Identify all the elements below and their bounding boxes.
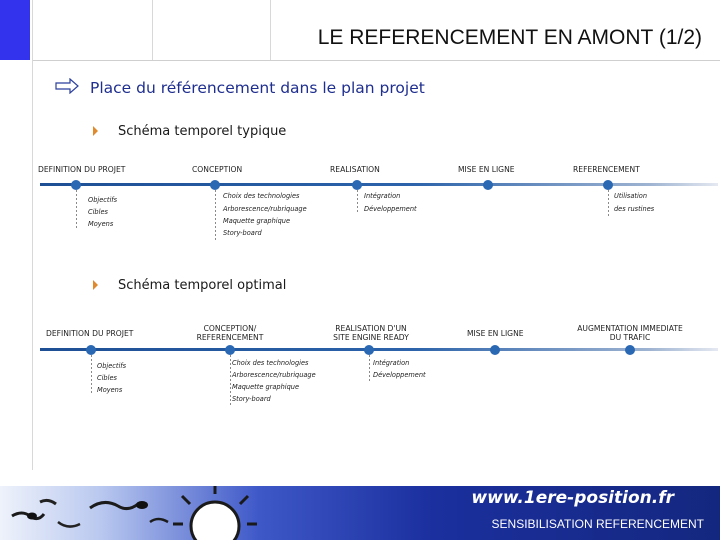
timeline-dot [364, 345, 374, 355]
dashed-connector [357, 190, 358, 212]
list-item: Choix des technologies [223, 192, 300, 200]
phase-label: AUGMENTATION IMMEDIATE DU TRAFIC [577, 324, 683, 342]
timeline-dot [603, 180, 613, 190]
list-item: Maquette graphique [232, 383, 300, 391]
bullet-icon [93, 126, 98, 136]
slide-title: LE REFERENCEMENT EN AMONT (1/2) [317, 26, 702, 49]
list-item: Story-board [223, 229, 262, 237]
phase-label: REALISATION [330, 165, 380, 174]
list-item: Intégration [364, 192, 401, 200]
timeline-dot [483, 180, 493, 190]
timeline-dot [86, 345, 96, 355]
list-item: Utilisation [614, 192, 648, 200]
frame-vertical-line [32, 0, 33, 470]
phase-label: MISE EN LIGNE [458, 165, 515, 174]
header-rule [33, 60, 720, 61]
sun-sperm-illustration-icon [0, 486, 300, 540]
dashed-connector [91, 355, 92, 393]
timeline-dot [625, 345, 635, 355]
dashed-connector [230, 355, 231, 405]
list-item: Choix des technologies [232, 359, 309, 367]
phase-label: CONCEPTION [192, 165, 243, 174]
phase-label: DEFINITION DU PROJET [46, 329, 134, 338]
list-item: des rustines [614, 205, 655, 213]
timeline-dot [71, 180, 81, 190]
list-item: Cibles [97, 374, 117, 382]
slide-subtitle: Place du référencement dans le plan projet [90, 79, 425, 97]
timeline-dot [225, 345, 235, 355]
list-item: Moyens [97, 386, 123, 394]
list-item: Objectifs [97, 362, 127, 370]
footer-caption: SENSIBILISATION REFERENCEMENT [491, 517, 704, 531]
list-item: Cibles [88, 208, 108, 216]
list-item: Intégration [373, 359, 410, 367]
bullet-icon [93, 280, 98, 290]
timeline-track [40, 348, 718, 351]
list-item: Développement [373, 371, 426, 379]
corner-block [0, 0, 30, 60]
phase-label: REALISATION D'UN SITE ENGINE READY [333, 324, 409, 342]
section-label: Schéma temporel optimal [118, 278, 287, 293]
list-item: Arborescence/rubriquage [232, 371, 316, 379]
frame-divider [270, 0, 271, 60]
timeline-dot [210, 180, 220, 190]
list-item: Maquette graphique [223, 217, 291, 225]
arrow-right-icon [55, 78, 79, 94]
dashed-connector [608, 190, 609, 218]
website-url[interactable]: www.1ere-position.fr [471, 488, 674, 508]
dashed-connector [369, 355, 370, 381]
list-item: Story-board [232, 395, 271, 403]
phase-label: MISE EN LIGNE [467, 329, 524, 338]
dashed-connector [215, 190, 216, 240]
phase-label: REFERENCEMENT [573, 165, 640, 174]
timeline-dot [490, 345, 500, 355]
phase-label: CONCEPTION/ REFERENCEMENT [196, 324, 264, 342]
dashed-connector [76, 190, 77, 228]
list-item: Objectifs [88, 196, 118, 204]
list-item: Arborescence/rubriquage [223, 205, 307, 213]
frame-divider [152, 0, 153, 60]
list-item: Développement [364, 205, 417, 213]
timeline-dot [352, 180, 362, 190]
section-label: Schéma temporel typique [118, 124, 287, 139]
list-item: Moyens [88, 220, 114, 228]
timeline-track [40, 183, 718, 186]
phase-label: DEFINITION DU PROJET [38, 165, 126, 174]
